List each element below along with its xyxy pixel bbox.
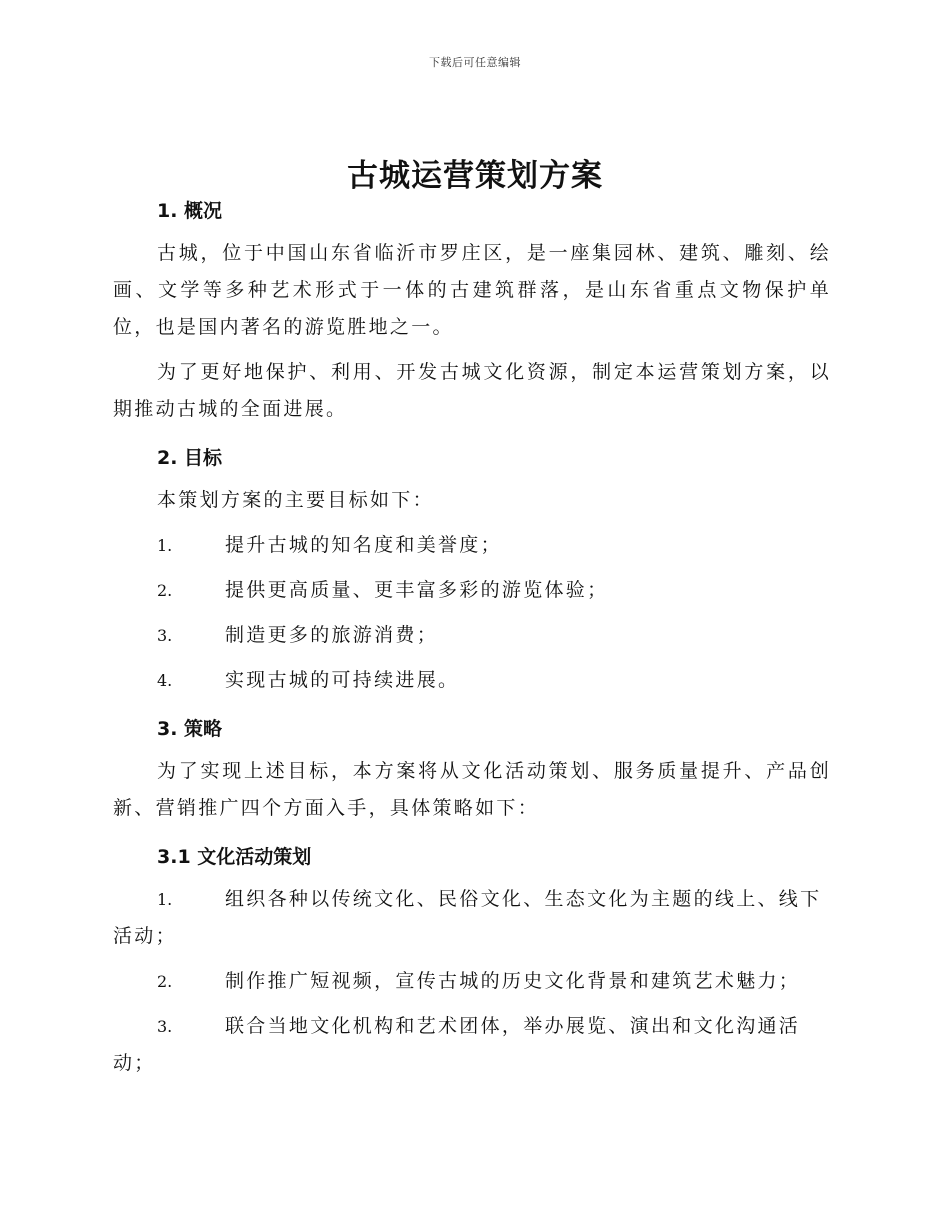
overview-paragraph-1: 古城，位于中国山东省临沂市罗庄区，是一座集园林、建筑、雕刻、绘画、文学等多种艺术形式于一体的古建筑群落，是山东省重点文物保护单位，也是国内著名的游览胜地之一。: [113, 242, 831, 338]
goal-item-text: 提升古城的知名度和美誉度；: [225, 534, 502, 556]
strategy-item-text: 联合当地文化机构和艺术团体，举办展览、演出和文化沟通活动；: [113, 1015, 801, 1074]
goal-item-number: 3.: [157, 626, 173, 645]
goal-item-text: 实现古城的可持续进展。: [225, 669, 460, 691]
strategy-item-text: 组织各种以传统文化、民俗文化、生态文化为主题的线上、线下活动；: [113, 888, 822, 947]
strategy-item: [113, 1008, 831, 1082]
strategy-item-text: 制作推广短视频，宣传古城的历史文化背景和建筑艺术魅力；: [225, 970, 801, 992]
strategy-item-number: 2.: [157, 972, 173, 991]
document-body: [113, 195, 831, 1082]
goal-item: [113, 572, 831, 609]
document-title: 古城运营策划方案: [347, 158, 603, 194]
section-heading-overview: 1. 概况: [157, 200, 223, 222]
strategy-item-number: 1.: [157, 890, 173, 909]
strategy-item: [113, 881, 831, 955]
strategy-intro: 为了实现上述目标，本方案将从文化活动策划、服务质量提升、产品创新、营销推广四个方面入手，具体策略如下：: [113, 760, 831, 819]
goals-intro: 本策划方案的主要目标如下：: [157, 489, 434, 511]
subsection-heading-cultural-activities: 3.1 文化活动策划: [157, 846, 312, 868]
goal-item-text: 提供更高质量、更丰富多彩的游览体验；: [225, 579, 609, 601]
strategy-item: [113, 963, 831, 1000]
goal-item-number: 2.: [157, 581, 173, 600]
goal-item-text: 制造更多的旅游消费；: [225, 624, 439, 646]
goal-item: [113, 617, 831, 654]
goal-item: [113, 662, 831, 699]
goal-item-number: 1.: [157, 536, 173, 555]
section-heading-goals: 2. 目标: [157, 447, 223, 469]
section-heading-strategy: 3. 策略: [157, 718, 223, 740]
strategy-item-number: 3.: [157, 1017, 173, 1036]
goal-item-number: 4.: [157, 671, 173, 690]
goal-item: [113, 527, 831, 564]
header-note: 下载后可任意编辑: [429, 56, 521, 69]
overview-paragraph-2: 为了更好地保护、利用、开发古城文化资源，制定本运营策划方案，以期推动古城的全面进展。: [113, 361, 831, 420]
